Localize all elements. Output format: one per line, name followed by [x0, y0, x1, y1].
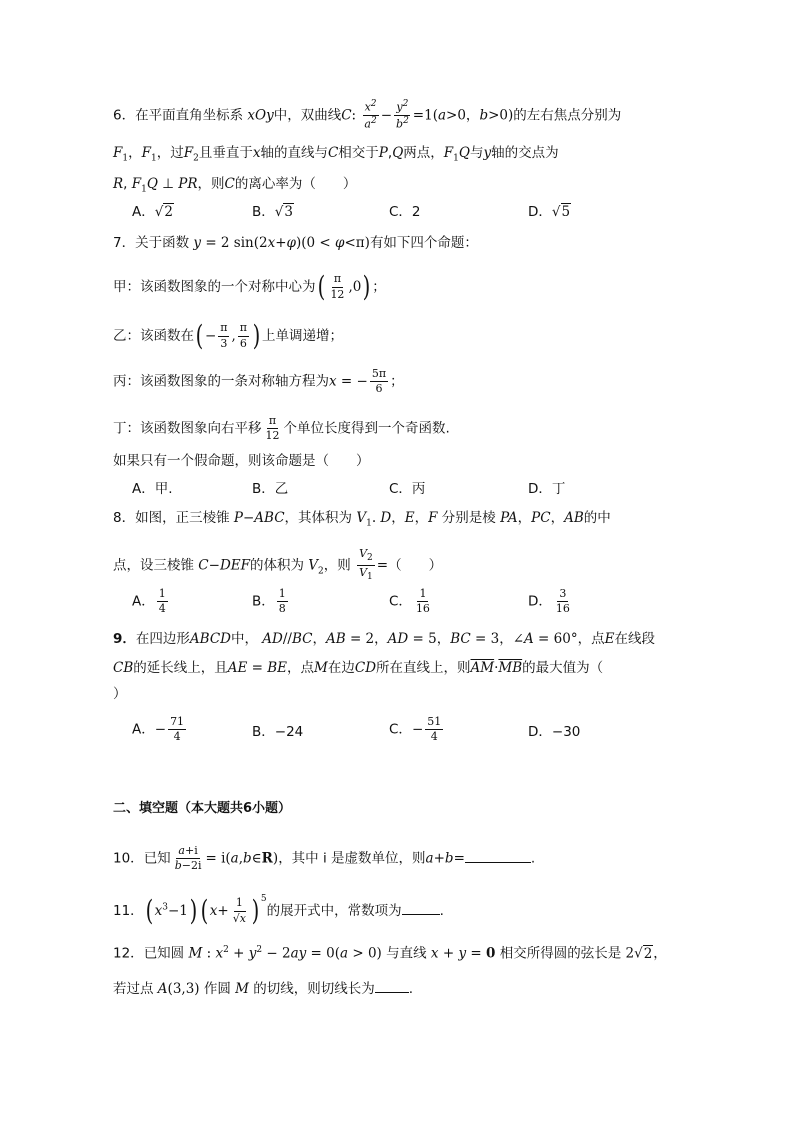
q6-line3: R, $F_1Q$ ⊥ PR，则C的离心率为（ ） — [113, 176, 357, 195]
q6-option-c[interactable]: C．2 — [389, 204, 421, 220]
q7-option-c[interactable]: C．丙 — [389, 481, 426, 497]
q9-option-d[interactable]: D．−30 — [528, 724, 581, 740]
q6-option-a[interactable]: A．√2 — [132, 204, 173, 220]
q7-ding: 丁：该函数图象向右平移 $\frac{\pi}{12}$ 个单位长度得到一个奇函数. — [113, 414, 450, 443]
q7-option-a[interactable]: A．甲. — [132, 481, 173, 497]
q6-text: 且垂直于 — [198, 145, 253, 161]
q8-option-a[interactable]: A． $\frac{1}{4}$ — [132, 587, 166, 616]
q9-options — [132, 716, 692, 752]
q6-line1: 6．在平面直角坐标系 xOy中，双曲线C: $\frac{x^2}{a^2}$ − $\frac{y^2}{b^2}$ =1(a>0，b>0)的左右焦点分别为 — [113, 99, 622, 131]
q6-option-b[interactable]: B．√3 — [252, 204, 293, 220]
q8-line2: 点，设三棱锥 C−DEF的体积为 $V_2$，则 $\frac{V_2}{V_1}$ =（ ） — [113, 547, 443, 583]
q9-option-a[interactable]: A．− $\frac{71}{4}$ — [132, 715, 185, 744]
q8-options — [132, 588, 692, 624]
q7-stem: 7．关于函数 y = 2 sin(2x+φ)(0 < φ<π)有如下四个命题： — [113, 235, 478, 251]
q8-option-d[interactable]: D． $\frac{3}{16}$ — [528, 587, 570, 616]
q6-text: 在平面直角坐标系 — [135, 107, 244, 124]
q6-coord-system: xOy — [247, 107, 274, 124]
q9-option-c[interactable]: C．− $\frac{51}{4}$ — [389, 715, 442, 744]
q11-answer-blank[interactable] — [402, 902, 440, 915]
q6-hyperbola-eq: C — [341, 107, 352, 124]
q7-ask: 如果只有一个假命题，则该命题是（ ） — [113, 453, 370, 469]
q6-number: 6． — [113, 107, 136, 124]
q6-text: 轴的交点为 — [491, 145, 559, 161]
q8-option-c[interactable]: C． $\frac{1}{16}$ — [389, 587, 430, 616]
q8-option-b[interactable]: B． $\frac{1}{8}$ — [252, 587, 286, 616]
q11-line: 11．( $x^3-1$) ( x+ $\frac{1}{√x}$ ) $^5$的展开式中，常数项为 . — [113, 894, 444, 927]
q6-text: 轴的直线与 — [260, 145, 328, 161]
q9-line1: 9．在四边形ABCD中， AD//BC，AB = 2，AD = 5，BC = 3，∠A = 60°，点E在线段 — [113, 631, 655, 647]
q6-text: 相交于 — [338, 145, 379, 161]
q6-text: ，过 — [156, 145, 184, 161]
q8-line1: 8．如图，正三棱锥 P−ABC，其体积为 $V_1$. D，E，F 分别是棱 PA，PC，AB的中 — [113, 510, 611, 529]
q7-bing: 丙：该函数图象的一条对称轴方程为x = − $\frac{5\pi}{6}$ ； — [113, 367, 404, 396]
q6-frac-y2b2: $\frac{y^2}{b^2}$ — [396, 99, 409, 131]
q7-jia: 甲：该函数图象的一个对称中心为( $\frac{\pi}{12}$ ,0) ； — [113, 270, 386, 303]
q6-options — [132, 206, 692, 224]
q9-line2: CB的延长线上，且AE = BE，点M在边CD所在直线上，则$\overline{AM}\cdot\overline{MB}$的最大值为（ — [113, 660, 604, 676]
q6-text: 的离心率为（ ） — [234, 176, 357, 192]
q12-line2: 若过点 A(3,3) 作圆 M 的切线，则切线长为 . — [113, 981, 414, 997]
q6-text: ，则 — [197, 176, 225, 192]
q6-option-d[interactable]: D．√5 — [528, 204, 571, 220]
q6-text: 中，双曲线 — [273, 107, 342, 124]
q10-answer-blank[interactable] — [465, 850, 531, 863]
q7-options — [132, 483, 692, 501]
q9-option-b[interactable]: B．−24 — [252, 724, 304, 740]
q6-line2: $F_1$，$F_1$，过$F_2$且垂直于x轴的直线与C相交于P,Q两点，$F_1Q$与y轴的交点为 — [113, 145, 559, 164]
q12-line1: 12．已知圆 M : $x^2 + y^2 - 2ay = 0(a > 0)$ 与直线 x + y = 0 相交所得圆的弦长是 2√2， — [113, 945, 667, 962]
q6-text: 的左右焦点分别为 — [513, 107, 622, 124]
q6-text: 与 — [469, 145, 484, 161]
section-title-fill-in: 二、填空题（本大题共6小题） — [113, 801, 292, 816]
q7-yi: 乙：该函数在( − $\frac{\pi}{3}$ , $\frac{\pi}{6}$ ) 上单调递增； — [113, 319, 343, 352]
q6-frac-x2a2: $\frac{x^2}{a^2}$ — [364, 99, 377, 131]
q7-option-b[interactable]: B．乙 — [252, 481, 289, 497]
q12-answer-blank[interactable] — [375, 980, 409, 993]
q7-option-d[interactable]: D．丁 — [528, 481, 566, 497]
q10-line: 10．已知 $\frac{a+i}{b-2i}$ = i(a,b∈R)，其中 i 是虚数单位，则a+b= . — [113, 844, 536, 873]
q9-line3: ） — [113, 686, 127, 702]
q6-text: 两点， — [403, 145, 444, 161]
